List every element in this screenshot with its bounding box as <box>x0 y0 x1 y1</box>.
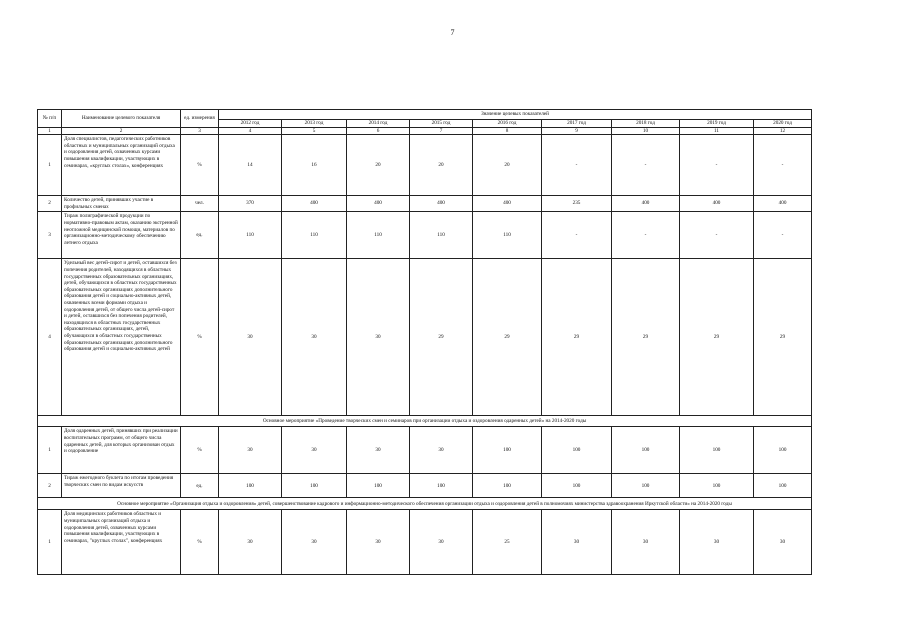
value-cell: 30 <box>282 510 347 575</box>
value-cell: 100 <box>219 474 282 498</box>
value-cell: 100 <box>680 474 754 498</box>
header-year: 2019 год <box>680 120 754 128</box>
value-cell: - <box>542 135 612 196</box>
header-values-group: Значение целевых показателей <box>219 110 812 120</box>
section-row <box>38 416 812 427</box>
value-cell: 30 <box>612 510 680 575</box>
header-year: 2014 год <box>347 120 410 128</box>
indicator-unit: чел. <box>181 196 219 212</box>
value-cell: 16 <box>282 135 347 196</box>
row-number: 4 <box>38 259 62 416</box>
header-no: № п/п <box>38 110 62 128</box>
value-cell: 400 <box>347 196 410 212</box>
column-number: 10 <box>612 127 680 135</box>
value-cell: 25 <box>473 510 542 575</box>
value-cell: 400 <box>680 196 754 212</box>
column-number: 3 <box>181 127 219 135</box>
header-year: 2017 год <box>542 120 612 128</box>
value-cell: 29 <box>542 259 612 416</box>
value-cell: 235 <box>542 196 612 212</box>
column-number: 11 <box>680 127 754 135</box>
value-cell: 29 <box>410 259 473 416</box>
value-cell: 30 <box>680 510 754 575</box>
column-number: 2 <box>62 127 181 135</box>
value-cell: 100 <box>542 474 612 498</box>
value-cell: 29 <box>754 259 812 416</box>
value-cell: 30 <box>219 427 282 474</box>
value-cell: 100 <box>754 474 812 498</box>
header-year: 2012 год <box>219 120 282 128</box>
section-title: Основное мероприятие «Организация отдыха и оздоровления» детей, совершенствование кадрового и информационно-методического обеспечения организации отдыха и оздоровления детей в полномочиях министерства здравоохранения Иркутской области» на 2014-2020 годы <box>38 498 812 510</box>
value-cell: 100 <box>473 474 542 498</box>
value-cell: 20 <box>347 135 410 196</box>
column-number: 12 <box>754 127 812 135</box>
indicator-name: Тираж ежегодного буклета по итогам проведения творческих смен по видам искусств <box>62 474 181 498</box>
indicator-name: Удельный вес детей-сирот и детей, оставшихся без попечения родителей, находящихся в областных государственных образовательных организациях, детей, обучающихся в областных государственных образовательных организациях дополнительного образования детей и социально-активных детей, охваченных всеми формами отдыха и оздоровления детей, от общего числа детей-сирот и детей, оставшихся без попечения родителей, находящихся в областных государственных образовательных организациях, детей, обучающихся в областных государственных образовательных организациях дополнительного образования детей и социально-активных детей <box>62 259 181 416</box>
indicator-unit: % <box>181 510 219 575</box>
value-cell: 100 <box>282 474 347 498</box>
value-cell: 30 <box>219 510 282 575</box>
indicator-name: Доля медицинских работников областных и муниципальных организаций отдыха и оздоровления детей, охваченных курсами повышения квалификации, участвующих в семинарах, "круглых столах", конференциях <box>62 510 181 575</box>
value-cell: 110 <box>282 212 347 259</box>
value-cell: - <box>754 135 812 196</box>
section-title: Основное мероприятие «Проведение творческих смен и семинаров при организации отдыха и оздоровления одаренных детей» на 2014-2020 годы <box>38 416 812 427</box>
value-cell: - <box>680 212 754 259</box>
header-year: 2015 год <box>410 120 473 128</box>
indicator-name: Доля одаренных детей, принявших при реализации воспитательных программ, от общего числа одаренных детей, для которых организован отдых и оздоровление <box>62 427 181 474</box>
header-unit: ед. измерения <box>181 110 219 128</box>
row-number: 1 <box>38 427 62 474</box>
value-cell: 30 <box>410 510 473 575</box>
header-year: 2013 год <box>282 120 347 128</box>
row-number: 2 <box>38 474 62 498</box>
value-cell: 400 <box>473 196 542 212</box>
value-cell: 370 <box>219 196 282 212</box>
value-cell: 400 <box>282 196 347 212</box>
value-cell: 100 <box>754 427 812 474</box>
value-cell: 400 <box>410 196 473 212</box>
table-row <box>38 259 812 416</box>
page-number: 7 <box>450 28 455 37</box>
table-row <box>38 212 812 259</box>
value-cell: 100 <box>680 427 754 474</box>
column-number: 5 <box>282 127 347 135</box>
value-cell: 110 <box>473 212 542 259</box>
header-year: 2020 год <box>754 120 812 128</box>
value-cell: 110 <box>410 212 473 259</box>
value-cell: 29 <box>612 259 680 416</box>
column-numbers-row <box>38 127 812 135</box>
indicator-unit: % <box>181 427 219 474</box>
indicator-unit: ед. <box>181 474 219 498</box>
row-number: 1 <box>38 510 62 575</box>
row-number: 2 <box>38 196 62 212</box>
value-cell: 110 <box>219 212 282 259</box>
value-cell: 100 <box>612 474 680 498</box>
indicators-table <box>37 109 812 575</box>
value-cell: 29 <box>680 259 754 416</box>
value-cell: - <box>612 135 680 196</box>
indicator-name: Количество детей, принявших участие в профильных сменах <box>62 196 181 212</box>
header-year: 2016 год <box>473 120 542 128</box>
value-cell: 20 <box>473 135 542 196</box>
value-cell: 30 <box>347 510 410 575</box>
value-cell: 30 <box>754 510 812 575</box>
value-cell: 30 <box>282 427 347 474</box>
value-cell: - <box>542 212 612 259</box>
value-cell: 30 <box>347 427 410 474</box>
table-row <box>38 510 812 575</box>
value-cell: 20 <box>410 135 473 196</box>
header-name: Наименование целевого показателя <box>62 110 181 128</box>
column-number: 4 <box>219 127 282 135</box>
value-cell: 30 <box>282 259 347 416</box>
table-row <box>38 196 812 212</box>
table-row <box>38 427 812 474</box>
value-cell: 30 <box>219 259 282 416</box>
indicator-unit: ед. <box>181 212 219 259</box>
value-cell: 400 <box>612 196 680 212</box>
value-cell: 30 <box>410 427 473 474</box>
value-cell: 400 <box>754 196 812 212</box>
section-row <box>38 498 812 510</box>
value-cell: 30 <box>347 259 410 416</box>
value-cell: - <box>612 212 680 259</box>
row-number: 1 <box>38 135 62 196</box>
indicator-name: Тираж полиграфической продукции по нормативно-правовым актам, оказанию экстренной неотложной медицинской помощи, материалов по организационно-методическому обеспечению летнего отдыха <box>62 212 181 259</box>
indicator-name: Доля специалистов, педагогических работников областных и муниципальных организаций отдыха и оздоровления детей, охваченных курсами повышения квалификации, участвующих в семинарах, «круглых столах», конференциях <box>62 135 181 196</box>
column-number: 9 <box>542 127 612 135</box>
value-cell: 30 <box>542 510 612 575</box>
header-year: 2018 год <box>612 120 680 128</box>
value-cell: 100 <box>347 474 410 498</box>
column-number: 8 <box>473 127 542 135</box>
column-number: 7 <box>410 127 473 135</box>
header-row <box>38 110 812 120</box>
value-cell: 100 <box>612 427 680 474</box>
value-cell: 100 <box>473 427 542 474</box>
table-row <box>38 135 812 196</box>
value-cell: 29 <box>473 259 542 416</box>
indicator-unit: % <box>181 135 219 196</box>
value-cell: 100 <box>542 427 612 474</box>
row-number: 3 <box>38 212 62 259</box>
value-cell: - <box>754 212 812 259</box>
value-cell: 110 <box>347 212 410 259</box>
column-number: 6 <box>347 127 410 135</box>
indicator-unit: % <box>181 259 219 416</box>
table-row <box>38 474 812 498</box>
value-cell: - <box>680 135 754 196</box>
value-cell: 100 <box>410 474 473 498</box>
value-cell: 14 <box>219 135 282 196</box>
column-number: 1 <box>38 127 62 135</box>
